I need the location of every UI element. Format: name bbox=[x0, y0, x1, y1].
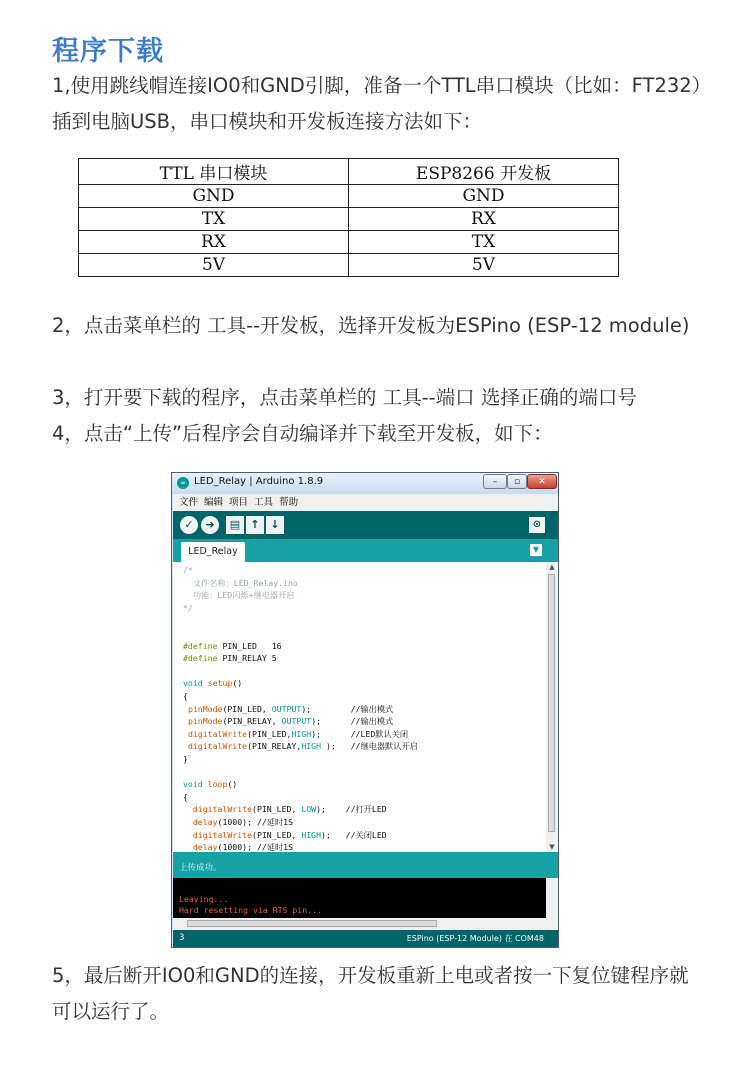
table-cell: GND bbox=[79, 185, 349, 208]
step-2-text: 2，点击菜单栏的 工具--开发板，选择开发板为ESPino (ESP-12 module) bbox=[52, 314, 690, 337]
code-line bbox=[183, 603, 193, 613]
console-scrollbar[interactable] bbox=[546, 878, 558, 918]
code-token: LOW bbox=[301, 804, 317, 815]
output-console bbox=[173, 878, 546, 918]
code-token: pinMode bbox=[187, 716, 223, 727]
step-3-text: 3，打开要下载的程序，点击菜单栏的 工具--端口 选择正确的端口号 bbox=[52, 386, 637, 409]
arduino-logo-icon: ∞ bbox=[177, 477, 189, 489]
code-token: 功能：LED闪烁+继电器开启 bbox=[183, 590, 295, 601]
code-token: void bbox=[183, 779, 203, 790]
table-cell: GND bbox=[349, 185, 619, 208]
code-token: #define bbox=[183, 640, 218, 651]
editor-scrollbar[interactable] bbox=[546, 562, 558, 852]
code-line bbox=[183, 804, 387, 815]
code-line bbox=[183, 565, 193, 575]
code-token: /* bbox=[183, 565, 193, 575]
section-title: 程序下载 bbox=[52, 36, 164, 67]
code-token: loop bbox=[207, 779, 228, 790]
code-token: pinMode bbox=[187, 703, 223, 714]
upload-icon[interactable]: ➜ bbox=[201, 516, 219, 534]
code-line bbox=[183, 792, 188, 802]
code-token: PIN_LED 16 bbox=[217, 640, 282, 651]
code-token: ); //关闭LED bbox=[321, 829, 387, 840]
menu-item[interactable]: 工具 bbox=[254, 497, 274, 508]
console-line: Leaving... bbox=[179, 894, 229, 904]
code-line bbox=[183, 741, 418, 752]
code-token: ); //打开LED bbox=[316, 804, 387, 815]
console-horizontal-scrollbar[interactable] bbox=[173, 918, 558, 930]
code-token: ); //输出模式 bbox=[301, 703, 394, 714]
ide-window-title: LED_Relay | Arduino 1.8.9 bbox=[194, 476, 324, 487]
code-line bbox=[183, 779, 237, 789]
code-token: HIGH bbox=[301, 829, 322, 840]
ide-footer bbox=[173, 930, 558, 947]
save-sketch-icon[interactable]: ↓ bbox=[266, 516, 284, 534]
table-cell: TX bbox=[79, 208, 349, 231]
code-token: delay bbox=[192, 817, 218, 827]
code-token: */ bbox=[183, 602, 193, 613]
code-token: (1000); //延时1S bbox=[217, 817, 294, 827]
maximize-icon[interactable]: ▫ bbox=[507, 474, 527, 489]
code-line bbox=[183, 716, 393, 727]
code-line bbox=[183, 678, 242, 688]
upload-status-text: 上传成功。 bbox=[179, 863, 222, 873]
code-token: 文件名称：LED_Relay.ino bbox=[183, 577, 298, 588]
code-token: #define bbox=[183, 653, 218, 664]
tab-menu-icon[interactable]: ▼ bbox=[530, 544, 542, 556]
code-token: OUTPUT bbox=[281, 716, 312, 727]
table-header-cell: ESP8266 开发板 bbox=[349, 159, 619, 185]
table-cell: 5V bbox=[79, 254, 349, 277]
code-line bbox=[183, 691, 188, 701]
code-token: digitalWrite bbox=[192, 804, 253, 815]
code-token bbox=[183, 804, 193, 814]
code-line bbox=[183, 578, 298, 589]
code-line bbox=[183, 830, 387, 841]
console-hscroll-thumb[interactable] bbox=[187, 920, 437, 927]
serial-monitor-icon[interactable]: ⊙ bbox=[529, 517, 545, 533]
code-token: digitalWrite bbox=[187, 728, 248, 739]
code-token: ); //输出模式 bbox=[311, 716, 394, 727]
code-token: setup bbox=[207, 678, 233, 689]
code-token: () bbox=[232, 678, 243, 689]
step-1-text: 1,使用跳线帽连接IO0和GND引脚，准备一个TTL串口模块（比如：FT232）插到电脑USB，串口模块和开发板连接方法如下： bbox=[52, 74, 702, 133]
code-token: (PIN_RELAY, bbox=[247, 741, 302, 752]
table-cell: RX bbox=[349, 208, 619, 231]
close-icon[interactable]: ✕ bbox=[527, 474, 557, 489]
code-token: (PIN_RELAY, bbox=[222, 716, 282, 727]
table-row bbox=[79, 185, 619, 208]
code-line bbox=[183, 729, 408, 740]
table-cell: 5V bbox=[349, 254, 619, 277]
scroll-down-icon[interactable]: ▼ bbox=[549, 843, 555, 851]
code-token: HIGH bbox=[301, 741, 322, 752]
scroll-up-icon[interactable]: ▲ bbox=[549, 563, 555, 571]
code-token: void bbox=[183, 678, 203, 689]
minimize-icon[interactable]: – bbox=[483, 474, 507, 489]
code-token: PIN_RELAY 5 bbox=[217, 653, 277, 664]
line-number: 3 bbox=[179, 933, 185, 943]
table-row bbox=[79, 254, 619, 277]
code-token: () bbox=[227, 779, 238, 790]
step-4-text: 4，点击“上传”后程序会自动编译并下载至开发板，如下： bbox=[52, 422, 553, 445]
code-token bbox=[183, 830, 193, 840]
code-editor[interactable] bbox=[173, 562, 546, 852]
code-token: (PIN_LED, bbox=[247, 728, 292, 739]
console-line: Hard resetting via RTS pin... bbox=[179, 905, 322, 915]
table-row bbox=[79, 231, 619, 254]
code-token: digitalWrite bbox=[192, 829, 253, 840]
code-token: delay bbox=[192, 842, 218, 853]
ide-status-bar bbox=[173, 852, 558, 878]
ide-toolbar bbox=[173, 511, 558, 539]
table-cell: TX bbox=[349, 231, 619, 254]
board-port-info: ESPino (ESP-12 Module) 在 COM48 bbox=[406, 934, 544, 943]
code-line bbox=[183, 590, 294, 601]
new-sketch-icon[interactable]: ▤ bbox=[226, 516, 244, 534]
code-token bbox=[183, 817, 193, 827]
code-line bbox=[183, 653, 277, 663]
connection-table bbox=[78, 158, 619, 277]
code-token: OUTPUT bbox=[271, 703, 302, 714]
table-row bbox=[79, 208, 619, 231]
code-token: { bbox=[183, 691, 188, 701]
ide-titlebar bbox=[172, 473, 558, 494]
code-token: digitalWrite bbox=[187, 741, 248, 752]
menu-item[interactable]: 项目 bbox=[229, 497, 249, 508]
menu-item[interactable]: 帮助 bbox=[279, 497, 299, 508]
table-cell: RX bbox=[79, 231, 349, 254]
arduino-ide-window bbox=[171, 472, 559, 948]
code-line bbox=[183, 641, 282, 651]
ide-menubar bbox=[173, 494, 558, 511]
menu-item[interactable]: 文件 bbox=[179, 497, 199, 508]
code-token: (PIN_LED, bbox=[252, 829, 302, 840]
step-5-text: 5，最后断开IO0和GND的连接，开发板重新上电或者按一下复位键程序就可以运行了。 bbox=[52, 964, 689, 1023]
code-line bbox=[183, 817, 293, 828]
code-token: ); //LED默认关闭 bbox=[311, 728, 409, 739]
code-token: (PIN_LED, bbox=[222, 703, 272, 714]
table-header-cell: TTL 串口模块 bbox=[79, 159, 349, 185]
table-header-row bbox=[79, 159, 619, 185]
code-token: ); //继电器默认开启 bbox=[321, 741, 418, 752]
code-line bbox=[183, 754, 188, 764]
code-token bbox=[183, 842, 193, 852]
code-token: HIGH bbox=[291, 728, 312, 739]
code-token: { bbox=[183, 791, 188, 802]
ide-tabbar bbox=[173, 539, 558, 562]
code-token: (1000); //延时1S bbox=[217, 842, 294, 853]
editor-scroll-thumb[interactable] bbox=[548, 574, 555, 832]
code-token: (PIN_LED, bbox=[252, 804, 302, 815]
open-sketch-icon[interactable]: ↑ bbox=[246, 516, 264, 534]
menu-item[interactable]: 编辑 bbox=[204, 497, 224, 508]
verify-icon[interactable]: ✓ bbox=[180, 516, 198, 534]
code-line bbox=[183, 704, 393, 715]
code-token: } bbox=[183, 754, 188, 764]
tab-led-relay[interactable]: LED_Relay bbox=[181, 542, 245, 562]
